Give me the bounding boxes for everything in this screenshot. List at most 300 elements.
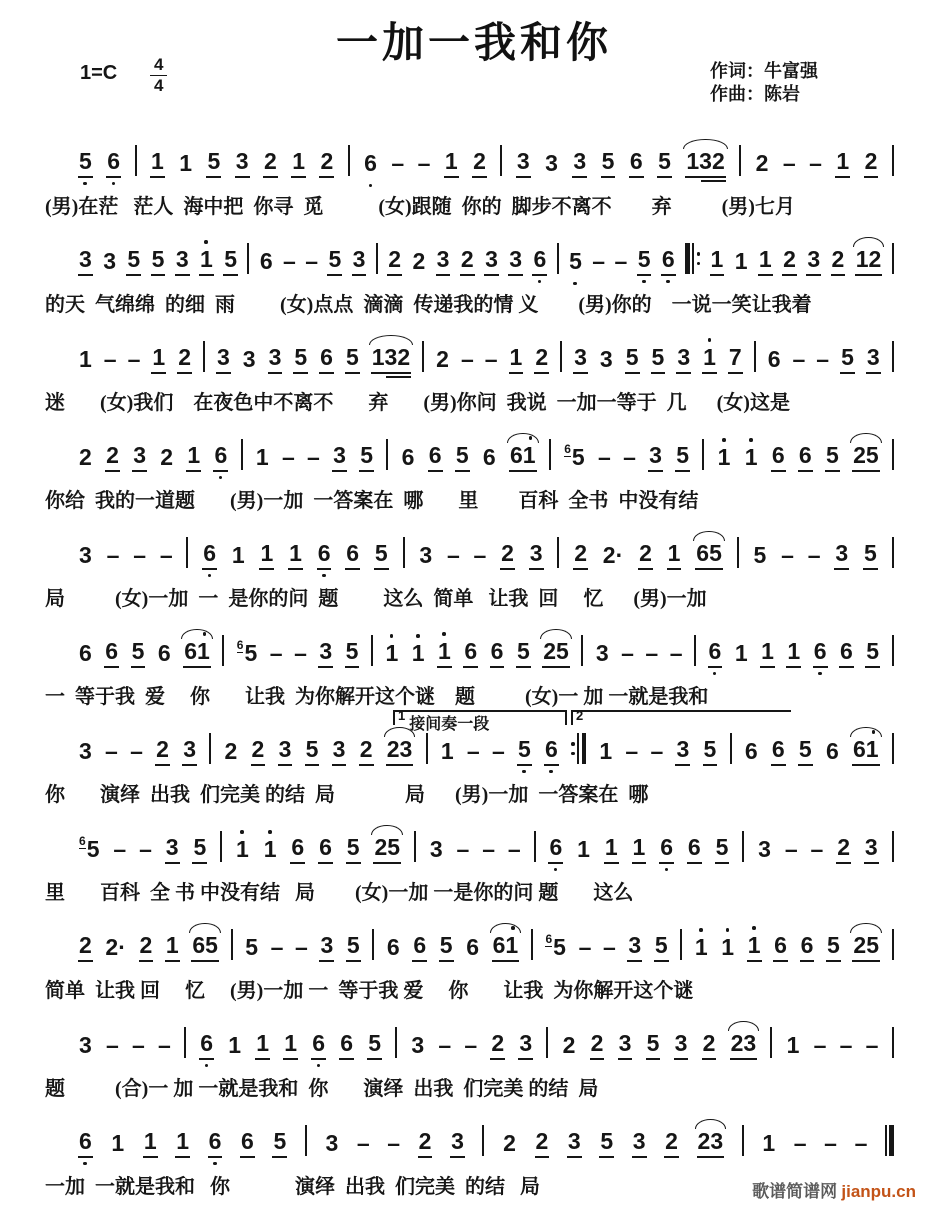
repeat-dots	[571, 742, 575, 755]
note: 25	[373, 836, 401, 864]
note: 1	[291, 150, 306, 178]
note: 5	[346, 934, 361, 962]
note: 3	[332, 738, 347, 766]
octave-dot-below	[665, 868, 669, 872]
barline-stroke	[534, 831, 536, 862]
octave-dot-below	[642, 280, 646, 284]
barline	[247, 243, 249, 274]
slur-arc	[850, 727, 882, 737]
barline	[546, 1027, 548, 1058]
note: 5	[825, 444, 840, 472]
note: 3	[318, 640, 333, 668]
duration-dash: –	[807, 542, 821, 568]
barline-stroke	[135, 145, 137, 176]
notes-row	[78, 532, 894, 570]
note: 1	[694, 936, 709, 962]
note: 1	[786, 640, 801, 668]
note: 5	[657, 150, 672, 178]
note: 5	[367, 1032, 382, 1060]
note: 6	[767, 346, 781, 372]
note: 6	[839, 640, 854, 668]
notes-row	[78, 238, 894, 276]
note: 5	[654, 934, 669, 962]
duration-dash: –	[305, 248, 319, 274]
lyrics-row: 迷 (女)我们 在夜色中不离不 弃 (男)你问 我说 一加一等于 几 (女)这是	[45, 392, 790, 414]
note: 3	[518, 1032, 533, 1060]
repeat-dot	[571, 752, 575, 756]
note: 5	[293, 346, 308, 374]
note: $^6$5	[545, 932, 566, 960]
note: 3	[484, 248, 499, 276]
barline	[892, 929, 894, 960]
duration-dash: –	[623, 444, 636, 470]
note: 65	[695, 542, 723, 570]
note: 6	[202, 542, 217, 570]
duration-dash: –	[127, 346, 141, 372]
barline-stroke	[247, 243, 249, 274]
note: 6	[311, 1032, 326, 1060]
note: 5	[840, 346, 855, 374]
note: 2	[864, 150, 879, 178]
note: 3	[599, 346, 613, 372]
note: 2	[490, 1032, 505, 1060]
slur-arc	[853, 237, 885, 247]
barline	[680, 929, 682, 960]
barline-stroke	[305, 1125, 307, 1156]
note: 23	[730, 1032, 758, 1060]
note: 2	[177, 346, 192, 374]
note: 1	[717, 446, 732, 472]
note: 2	[664, 1130, 679, 1158]
barline	[422, 341, 424, 372]
duration-dash: –	[391, 150, 405, 176]
barline	[892, 145, 894, 176]
octave-dot-above	[268, 830, 272, 834]
lyrics-row: 一 等于我 爱 你 让我 为你解开这个谜 题 (女)一 加 一就是我和	[45, 686, 709, 708]
duration-dash: –	[592, 248, 606, 274]
page-title: 一加一我和你	[335, 21, 612, 67]
barline	[500, 145, 502, 176]
notes-row	[78, 1120, 894, 1158]
duration-dash: –	[438, 1032, 452, 1058]
note: 1	[235, 838, 250, 864]
duration-dash: –	[669, 640, 683, 666]
duration-dash: –	[792, 346, 806, 372]
duration-dash: –	[132, 1032, 145, 1058]
note: 3	[545, 150, 558, 176]
duration-dash: –	[456, 836, 470, 862]
note: 2	[412, 248, 426, 274]
note: 6	[744, 738, 758, 764]
note: 3	[216, 346, 231, 374]
barline	[531, 929, 533, 960]
duration-dash: –	[507, 836, 521, 862]
octave-dot-below	[554, 868, 558, 872]
note: 3	[79, 1032, 92, 1058]
repeat-dot	[697, 262, 701, 266]
note: 5	[126, 248, 141, 276]
barline-stroke	[222, 635, 224, 666]
duration-dash: –	[270, 934, 284, 960]
barline-stroke	[730, 733, 732, 764]
note: 5	[151, 248, 166, 276]
note: 1	[509, 346, 524, 374]
note: 6	[240, 1130, 255, 1158]
note: 6	[629, 150, 644, 178]
note: 3	[618, 1032, 633, 1060]
octave-dot-above	[708, 338, 712, 342]
barline-stroke	[892, 635, 894, 666]
duration-dash: –	[491, 738, 505, 764]
note: 1	[720, 936, 735, 962]
barline-stroke	[892, 929, 894, 960]
barline	[892, 733, 894, 764]
note: 6	[773, 934, 788, 962]
note: 1	[151, 346, 166, 374]
notes-row	[78, 1022, 894, 1060]
note: $^6$5	[79, 834, 100, 862]
barline-stroke	[739, 145, 741, 176]
barline	[426, 733, 428, 764]
barline-stroke	[426, 733, 428, 764]
duration-dash: –	[809, 150, 822, 176]
notes-row	[78, 336, 894, 374]
note: 3	[834, 542, 849, 570]
duration-dash: –	[294, 640, 307, 666]
note: 1	[263, 838, 278, 864]
note: 6	[345, 542, 360, 570]
note: 6	[532, 248, 547, 276]
note: 1	[702, 346, 717, 374]
barline-stroke	[403, 537, 405, 568]
note: 1	[143, 1130, 158, 1158]
barline-stroke	[742, 1125, 744, 1156]
note: 3	[676, 346, 691, 374]
note: 2	[573, 542, 588, 570]
note: 61	[509, 444, 537, 472]
slur-arc	[490, 923, 522, 933]
barline-stroke	[203, 341, 205, 372]
octave-dot-below	[322, 574, 326, 578]
barline-stroke	[386, 439, 388, 470]
duration-dash: –	[106, 542, 120, 568]
duration-dash: –	[824, 1130, 837, 1156]
note: 5	[599, 1130, 614, 1158]
barline-stroke	[770, 1027, 772, 1058]
score-line	[0, 222, 948, 320]
barline-stroke	[582, 733, 587, 764]
octave-dot-above	[390, 634, 394, 638]
duration-dash: –	[103, 346, 117, 372]
barline	[414, 831, 416, 862]
note: 25	[852, 934, 880, 962]
note: 2	[251, 738, 266, 766]
note: 1	[632, 836, 647, 864]
note: 5	[517, 738, 532, 766]
volta-first-ending	[393, 708, 567, 733]
note: 3	[79, 542, 92, 568]
octave-dot-below	[205, 1064, 209, 1068]
note: 6	[104, 640, 119, 668]
score-line	[0, 516, 948, 614]
note: 3	[866, 346, 881, 374]
duration-dash: –	[839, 1032, 853, 1058]
duration-dash: –	[816, 346, 830, 372]
note: 1	[165, 934, 180, 962]
duration-dash: –	[356, 1130, 370, 1156]
note: 5	[516, 640, 531, 668]
final-barline	[885, 1125, 894, 1156]
note: 3	[165, 836, 180, 864]
note: 3	[182, 738, 197, 766]
octave-dot-below	[573, 282, 577, 286]
note: 2	[590, 1032, 605, 1060]
note: 5	[327, 248, 342, 276]
barline-stroke	[557, 537, 559, 568]
barline-stroke	[581, 635, 583, 666]
note: 6	[813, 640, 828, 668]
duration-dash: –	[781, 542, 794, 568]
duration-dash: –	[295, 934, 308, 960]
note: 5	[865, 640, 880, 668]
barline-stroke	[376, 243, 378, 274]
note: 1	[150, 150, 165, 178]
note: 3	[806, 248, 821, 276]
barline	[348, 145, 350, 176]
note: 3	[674, 1032, 689, 1060]
volta-number: 2	[576, 708, 584, 723]
octave-dot-above	[722, 438, 726, 442]
duration-dash: –	[473, 542, 487, 568]
note: 3	[648, 444, 663, 472]
note: 3	[419, 542, 433, 568]
note: 3	[632, 1130, 647, 1158]
note: 1	[604, 836, 619, 864]
octave-dot-below	[112, 182, 116, 186]
barline-stroke	[422, 341, 424, 372]
slur-arc	[693, 531, 725, 541]
note: 132	[685, 150, 725, 178]
note: 5	[359, 444, 374, 472]
barline	[241, 439, 243, 470]
note: 2	[359, 738, 374, 766]
note: 3	[332, 444, 347, 472]
note: 6	[428, 444, 443, 472]
grace-note: 6	[564, 442, 571, 456]
note: 2	[503, 1130, 516, 1156]
lyrics-row: 你 演绎 出我 们完美 的结 局 局 (男)一加 一答案在 哪	[45, 784, 649, 806]
note: 3	[78, 248, 93, 276]
note: 6	[259, 248, 273, 274]
octave-dot-below	[522, 770, 526, 774]
octave-dot-below	[208, 574, 212, 578]
barline	[209, 733, 211, 764]
barline-stroke	[531, 929, 533, 960]
note: 3	[242, 346, 256, 372]
barline	[305, 1125, 307, 1156]
note: 3	[278, 738, 293, 766]
duration-dash: –	[782, 150, 796, 176]
note: 23	[386, 738, 414, 766]
duration-dash: –	[813, 1032, 827, 1058]
barline-stroke	[892, 537, 894, 568]
duration-dash: –	[621, 640, 634, 666]
barline-stroke	[241, 439, 243, 470]
note: 3	[411, 1032, 425, 1058]
note: 25	[542, 640, 570, 668]
repeat-dot	[697, 252, 701, 256]
note: 61	[852, 738, 880, 766]
note: 6	[661, 248, 676, 276]
note: 3	[758, 836, 771, 862]
barline	[742, 1125, 744, 1156]
barline	[386, 439, 388, 470]
note: 1	[760, 640, 775, 668]
barline-stroke	[414, 831, 416, 862]
barline-stroke	[889, 1125, 894, 1156]
note: 5	[651, 346, 666, 374]
barline	[702, 439, 704, 470]
note: $^6$5	[236, 638, 258, 666]
duration-dash: –	[865, 1032, 879, 1058]
note: 5	[863, 542, 878, 570]
score-line	[0, 810, 948, 908]
barline-stroke	[546, 1027, 548, 1058]
barline	[376, 243, 378, 274]
note: 1	[734, 248, 748, 274]
slur-arc	[850, 923, 882, 933]
note: 1	[444, 150, 459, 178]
duration-dash: –	[269, 640, 283, 666]
barline	[203, 341, 205, 372]
note: 6	[800, 934, 815, 962]
octave-dot-below	[317, 1064, 321, 1068]
barline-stroke	[231, 929, 233, 960]
note: 1	[255, 1032, 270, 1060]
slur-arc	[371, 825, 403, 835]
barline-stroke	[892, 831, 894, 862]
note: 2	[160, 444, 174, 470]
barline	[560, 341, 562, 372]
note: 3	[508, 248, 523, 276]
composer-credit: 作曲：陈岩	[710, 84, 800, 104]
lyrics-row: 局 (女)一加 一 是你的问 题 这么 简单 让我 回 忆 (男)一加	[45, 588, 707, 610]
barline	[739, 145, 741, 176]
note: 1	[259, 542, 274, 570]
note: 5	[272, 1130, 287, 1158]
octave-dot-above	[752, 926, 756, 930]
note: 5	[439, 934, 454, 962]
barline	[742, 831, 744, 862]
score-line	[0, 708, 948, 810]
second-underline	[386, 376, 411, 378]
duration-dash: –	[484, 346, 498, 372]
barline-stroke	[482, 1125, 484, 1156]
note: 1	[762, 1130, 776, 1156]
note: 6	[78, 1130, 93, 1158]
duration-dash: –	[133, 542, 147, 568]
barline-stroke	[742, 831, 744, 862]
note: 5	[715, 836, 730, 864]
octave-dot-below	[549, 770, 553, 774]
note: 2	[263, 150, 278, 178]
note: 1	[255, 444, 269, 470]
note: 1	[199, 248, 214, 276]
barline-stroke	[754, 341, 756, 372]
note: 6	[157, 640, 171, 666]
octave-dot-above	[726, 928, 730, 932]
barline	[892, 1027, 894, 1058]
note: 3	[132, 444, 147, 472]
note: 6	[490, 640, 505, 668]
slur-arc	[728, 1021, 760, 1031]
octave-dot-above	[204, 240, 208, 244]
barline-stroke	[500, 145, 502, 176]
barline-stroke	[184, 1027, 186, 1058]
volta-number: 1	[398, 708, 406, 723]
note: 3	[429, 836, 443, 862]
note: 2	[418, 1130, 433, 1158]
note: 6	[106, 150, 121, 178]
key-signature: 1=C	[80, 62, 118, 84]
note: 5	[826, 934, 841, 962]
notes-row	[78, 434, 894, 472]
note: 3	[595, 640, 609, 666]
barline	[737, 537, 739, 568]
octave-dot-above	[699, 928, 703, 932]
note: 25	[852, 444, 880, 472]
octave-dot-above	[416, 634, 420, 638]
duration-dash: –	[281, 444, 295, 470]
duration-dash: –	[105, 738, 118, 764]
note: 6	[199, 1032, 214, 1060]
barline	[892, 341, 894, 372]
note: 6	[708, 640, 723, 668]
octave-dot-below	[713, 672, 717, 676]
lyrics-row: 你给 我的一道题 (男)一加 一答案在 哪 里 百科 全书 中没有结	[45, 490, 699, 512]
note: 5	[374, 542, 389, 570]
note: 3	[436, 248, 451, 276]
duration-dash: –	[307, 444, 320, 470]
note: 6	[544, 738, 559, 766]
note: 3	[352, 248, 367, 276]
duration-dash: –	[464, 1032, 478, 1058]
note: 6	[339, 1032, 354, 1060]
barline-stroke	[348, 145, 350, 176]
barline	[371, 635, 373, 666]
note: 6	[825, 738, 839, 764]
note: 5	[192, 836, 207, 864]
note: 2	[831, 248, 846, 276]
barline-stroke	[372, 929, 374, 960]
note: 2	[224, 738, 238, 764]
note: 5	[131, 640, 146, 668]
repeat-dot	[571, 742, 575, 746]
grace-note: 6	[545, 932, 553, 946]
note: 2	[535, 1130, 550, 1158]
barline-stroke	[692, 243, 694, 274]
barline	[581, 635, 583, 666]
note: 1	[734, 640, 748, 666]
note: $^6$5	[564, 442, 585, 470]
note: 1	[283, 1032, 298, 1060]
note: 1	[111, 1130, 125, 1156]
octave-dot-below	[369, 184, 373, 188]
slur-arc	[695, 1119, 727, 1129]
note: 5	[223, 248, 238, 276]
barline	[892, 635, 894, 666]
note: 1	[179, 150, 192, 176]
